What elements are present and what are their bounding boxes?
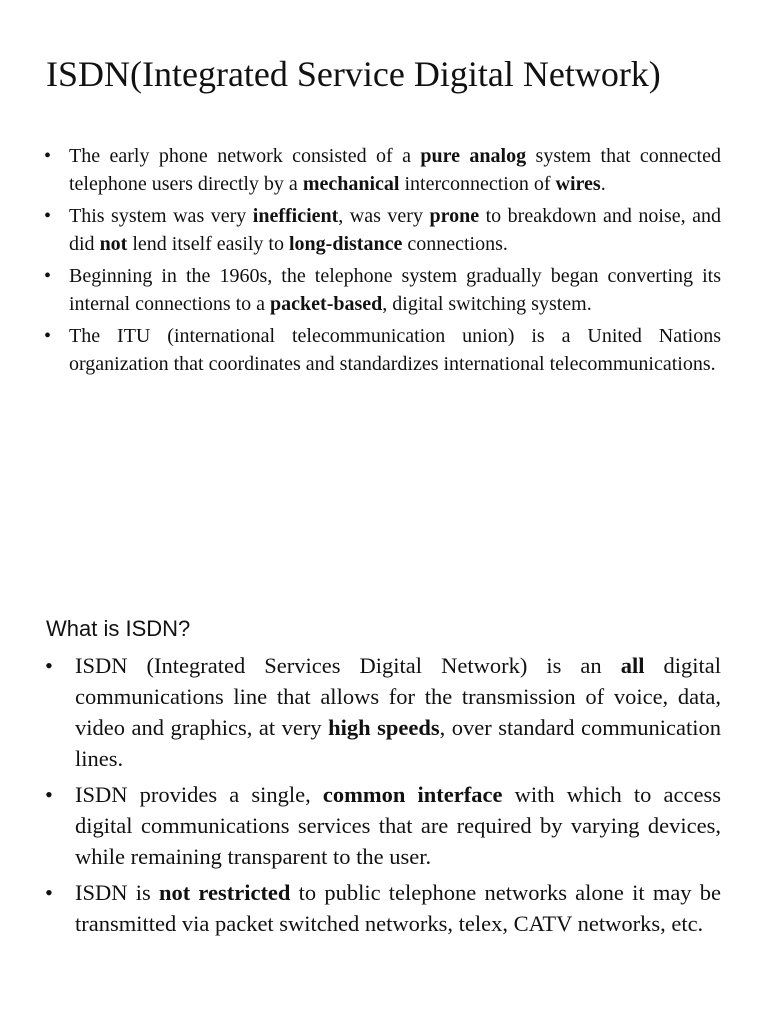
text: lend itself easily to	[127, 233, 289, 255]
bullet-item	[44, 322, 721, 378]
bullet-item	[44, 142, 721, 198]
bullet-dot-icon: •	[45, 653, 53, 678]
bullet-item	[44, 202, 721, 258]
text: ISDN (Integrated Services Digital Network) is an	[75, 653, 621, 678]
bold-text: inefficient	[252, 205, 339, 227]
bullet-dot-icon: •	[44, 265, 52, 287]
text: , digital switching system.	[382, 293, 592, 315]
text: interconnection of	[399, 173, 556, 195]
bullet-dot-icon: •	[44, 145, 52, 167]
text: Beginning in the 1960s, the telephone system gradually began converting its internal connections to a	[69, 265, 721, 315]
intro-bullet-list	[44, 142, 721, 382]
text: .	[600, 173, 606, 195]
text: system that connected telephone users directly by a	[69, 145, 721, 195]
text: ISDN is	[75, 880, 159, 905]
bullet-item	[45, 650, 722, 774]
text: The ITU (international telecommunication union) is a United Nations organization that coordinates and standardizes international telecommunications.	[69, 325, 721, 375]
bold-text: prone	[429, 205, 480, 227]
bullet-item	[44, 262, 721, 318]
bold-text: packet-based	[270, 293, 383, 315]
section-heading: What is ISDN?	[46, 616, 191, 641]
bold-text: not	[99, 233, 128, 255]
what-is-isdn-bullet-list	[45, 650, 722, 944]
text: to breakdown and noise, and did	[69, 205, 721, 255]
bold-text: common interface	[322, 782, 503, 807]
bold-text: high speeds	[328, 715, 440, 740]
bullet-item	[45, 779, 721, 872]
text: connections.	[402, 233, 508, 255]
text: The early phone network consisted of a	[69, 145, 421, 167]
bold-text: not restricted	[158, 880, 291, 905]
text: with which to access digital communications services that are required by varying devices, while remaining transparent to the user.	[75, 782, 721, 869]
bullet-dot-icon: •	[45, 782, 53, 807]
bold-text: wires	[555, 173, 601, 195]
bold-text: mechanical	[302, 173, 400, 195]
bold-text: long-distance	[289, 233, 403, 255]
text: ISDN provides a single,	[75, 782, 323, 807]
text: digital communications line that allows for the transmission of voice, data, video and graphics, at very	[75, 653, 721, 740]
bullet-dot-icon: •	[44, 205, 52, 227]
bullet-item	[45, 877, 721, 939]
text: , over standard communication lines.	[75, 715, 722, 771]
text: This system was very	[69, 205, 253, 227]
bold-text: all	[620, 653, 645, 678]
bullet-dot-icon: •	[44, 325, 52, 347]
bullet-dot-icon: •	[45, 880, 53, 905]
text: to public telephone networks alone it may be transmitted via packet switched networks, telex, CATV networks, etc.	[75, 880, 721, 936]
text: , was very	[338, 205, 430, 227]
page-title: ISDN(Integrated Service Digital Network)	[46, 54, 661, 94]
bold-text: pure analog	[420, 145, 527, 167]
